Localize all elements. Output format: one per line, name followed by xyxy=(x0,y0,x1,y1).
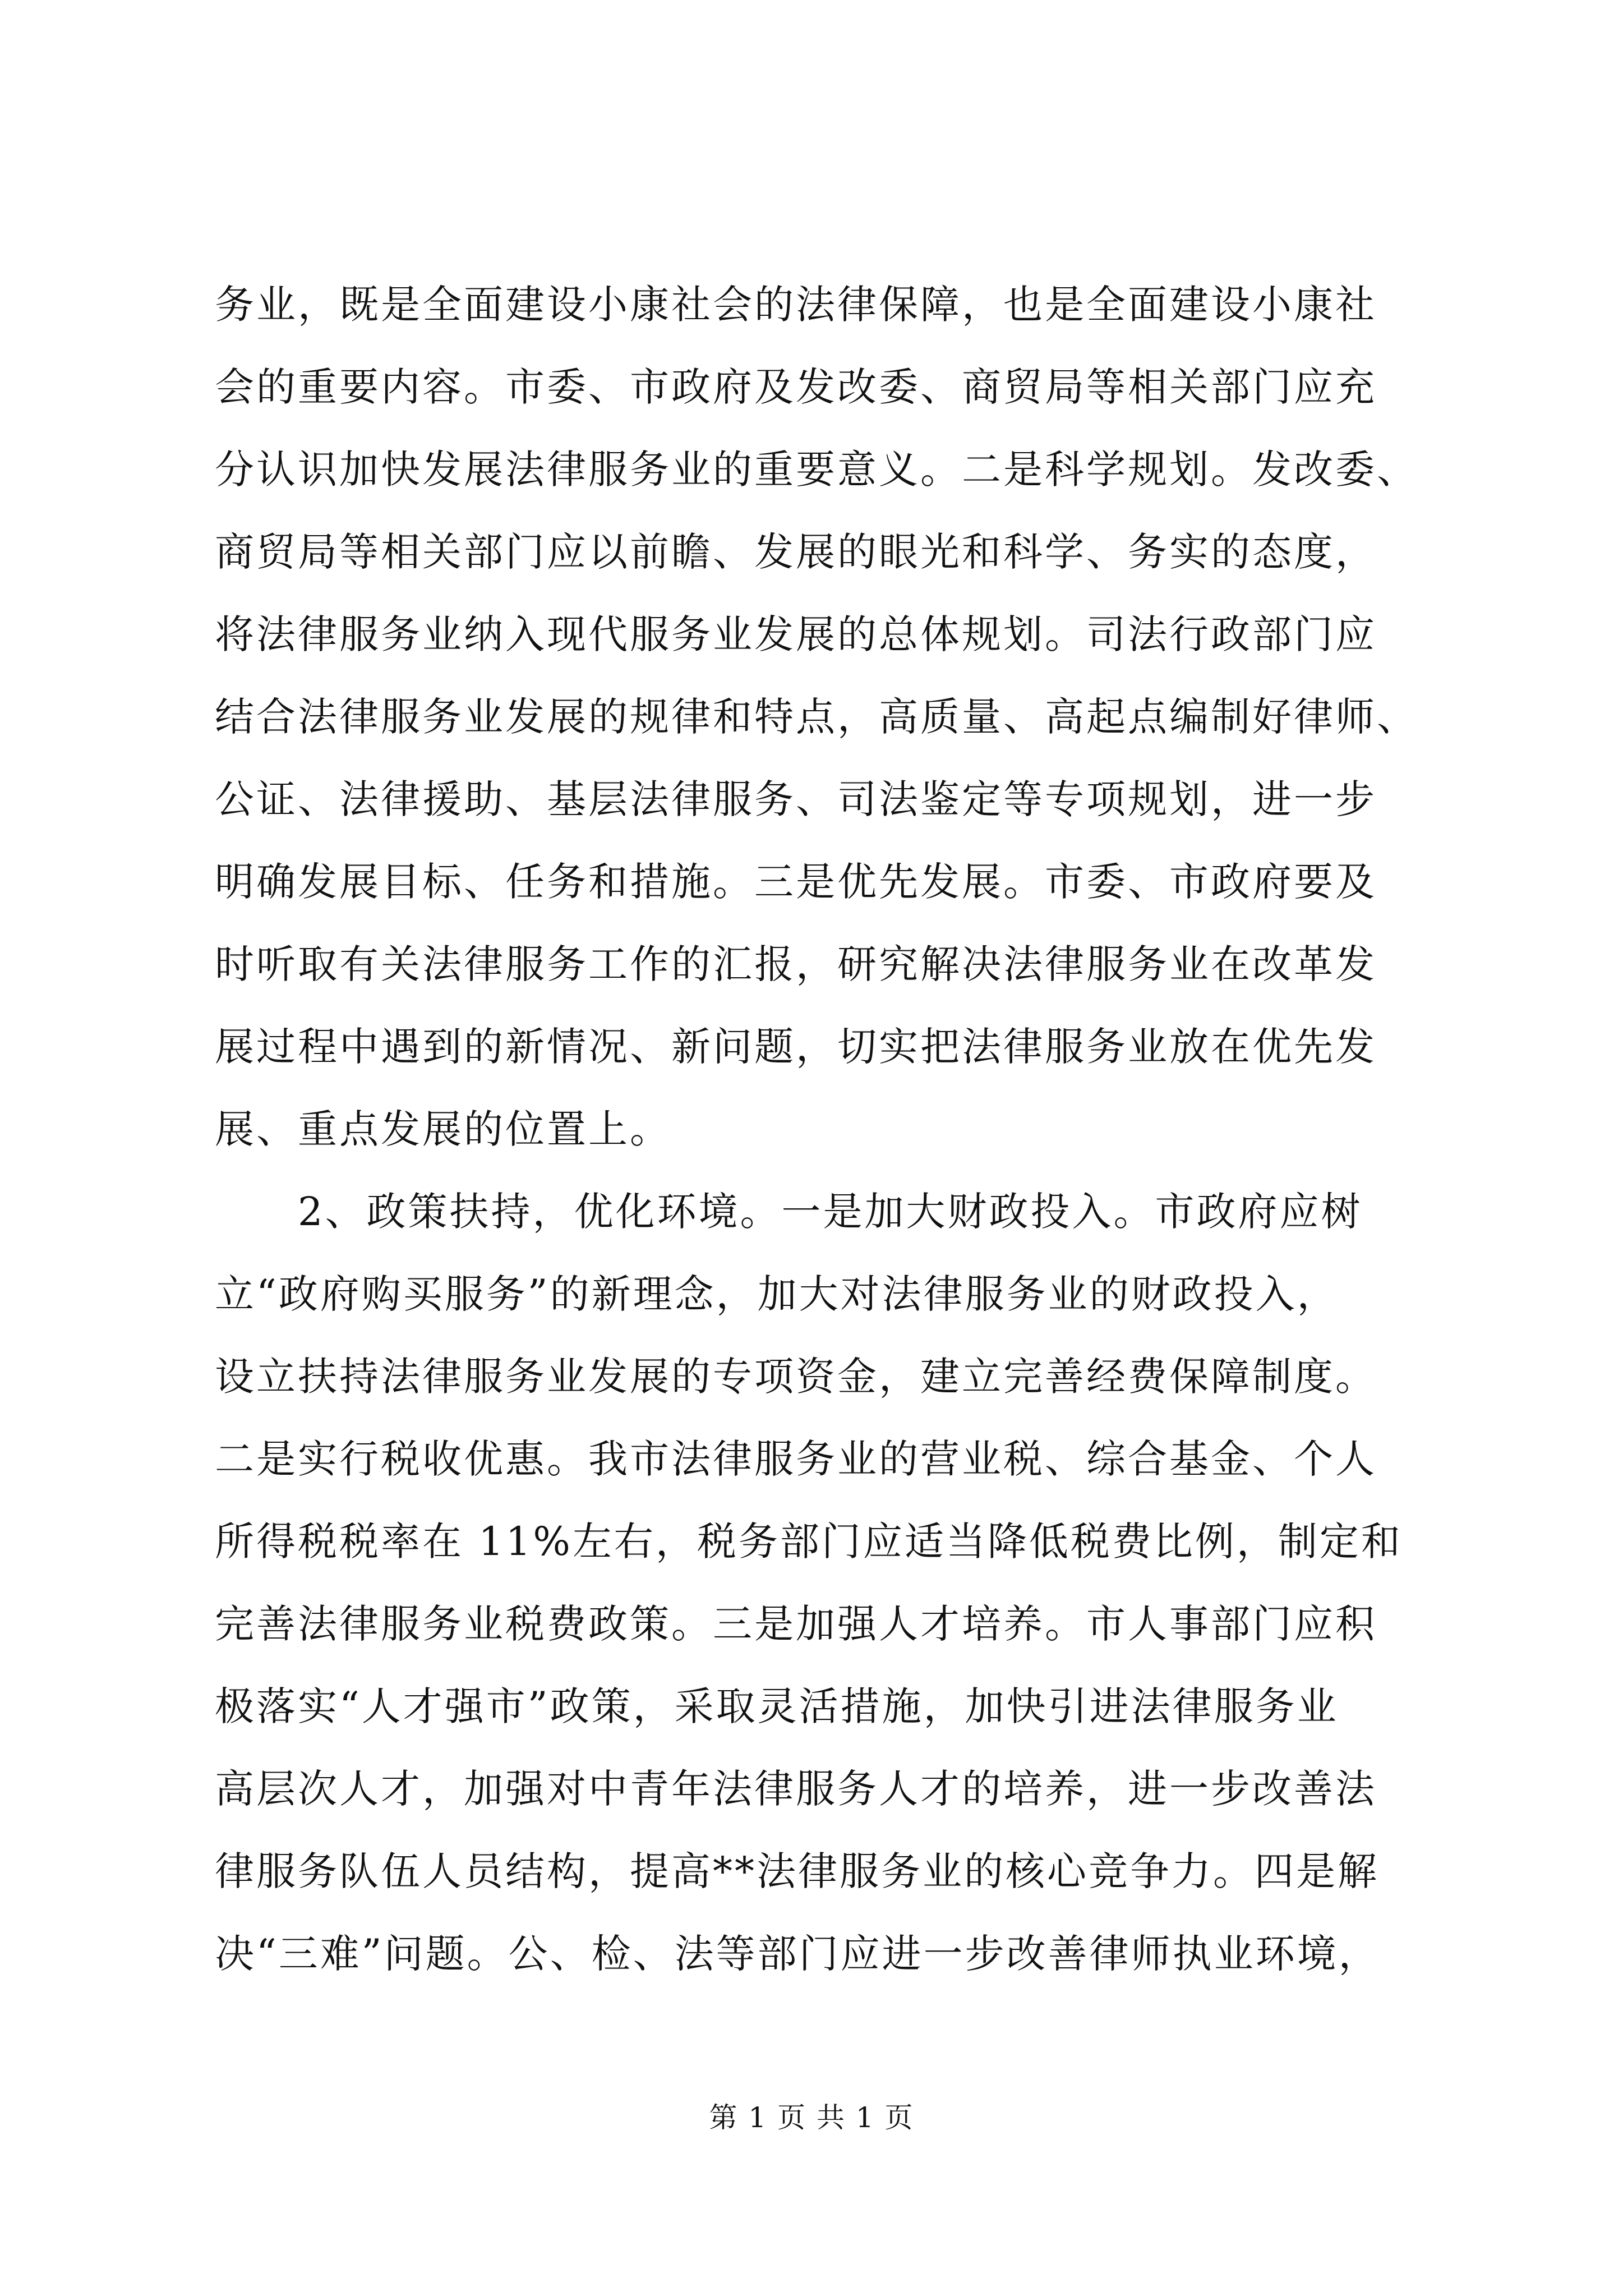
text-line: 高层次人才，加强对中青年法律服务人才的培养，进一步改善法 xyxy=(215,1766,1377,1812)
text-line: 公证、法律援助、基层法律服务、司法鉴定等专项规划，进一步 xyxy=(215,776,1377,822)
text-line: 完善法律服务业税费政策。三是加强人才培养。市人事部门应积 xyxy=(215,1601,1377,1647)
text-line: 所得税税率在 11%左右，税务部门应适当降低税费比例，制定和 xyxy=(215,1519,1403,1565)
page-footer xyxy=(0,2101,1623,2134)
paragraph-start-line: 2、政策扶持，优化环境。一是加大财政投入。市政府应树 xyxy=(298,1189,1363,1235)
text-line: 律服务队伍人员结构，提高**法律服务业的核心竞争力。四是解 xyxy=(215,1848,1379,1894)
text-line: 结合法律服务业发展的规律和特点，高质量、高起点编制好律师、 xyxy=(215,694,1418,740)
text-line: 二是实行税收优惠。我市法律服务业的营业税、综合基金、个人 xyxy=(215,1436,1377,1482)
text-line: 明确发展目标、任务和措施。三是优先发展。市委、市政府要及 xyxy=(215,859,1377,905)
text-line: 将法律服务业纳入现代服务业发展的总体规划。司法行政部门应 xyxy=(215,611,1377,657)
page-number-label: 第 1 页 共 1 页 xyxy=(709,2101,914,2134)
text-line: 务业，既是全面建设小康社会的法律保障，也是全面建设小康社 xyxy=(215,282,1377,328)
text-line: 展、重点发展的位置上。 xyxy=(215,1106,671,1152)
text-line: 极落实“人才强市”政策，采取灵活措施，加快引进法律服务业 xyxy=(215,1683,1339,1729)
text-line: 决“三难”问题。公、检、法等部门应进一步改善律师执业环境， xyxy=(215,1931,1380,1977)
text-line: 立“政府购买服务”的新理念，加大对法律服务业的财政投入， xyxy=(215,1271,1339,1317)
text-line: 展过程中遇到的新情况、新问题，切实把法律服务业放在优先发 xyxy=(215,1024,1377,1070)
body-text xyxy=(215,264,1418,1995)
text-line: 商贸局等相关部门应以前瞻、发展的眼光和科学、务实的态度， xyxy=(215,529,1377,575)
text-line: 时听取有关法律服务工作的汇报，研究解决法律服务业在改革发 xyxy=(215,941,1377,987)
text-line: 会的重要内容。市委、市政府及发改委、商贸局等相关部门应充 xyxy=(215,364,1377,410)
text-line: 分认识加快发展法律服务业的重要意义。二是科学规划。发改委、 xyxy=(215,447,1418,493)
text-line: 设立扶持法律服务业发展的专项资金，建立完善经费保障制度。 xyxy=(215,1354,1377,1400)
